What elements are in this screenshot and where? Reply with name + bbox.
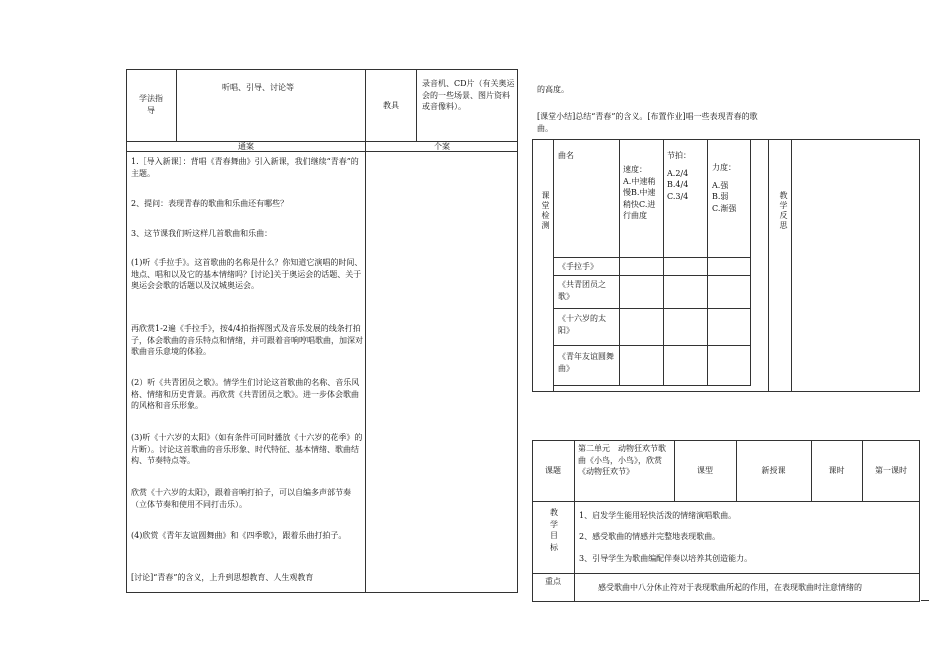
class-check-label: 课堂检测 bbox=[541, 191, 550, 231]
song-header: 曲名 bbox=[558, 151, 574, 160]
song-row-3: 《十六岁的太阳》 bbox=[558, 314, 606, 335]
paragraph-song-1: (1)听《手拉手》。这首歌曲的名称是什么？你知道它演唱的时间、地点、唱和以及它的基本情绪吗？[讨论]关于奥运会的话题、关于奥运会会歌的话题以及汉城奥运会。 bbox=[131, 258, 363, 291]
song-row-4: 《青年友谊圆舞曲》 bbox=[558, 352, 614, 373]
speed-header: 速度： A.中速稍慢B.中速稍快C.进行曲度 bbox=[623, 165, 656, 221]
strength-header: 力度： A.强 B.弱 C.渐强 bbox=[712, 163, 737, 213]
beat-header: 节拍： A.2/4 B.4/4 C.3/4 bbox=[667, 151, 691, 201]
column-common-header: 通案 bbox=[238, 142, 254, 151]
paragraph-song-1-more: 再欣赏1-2遍《手拉手》，按4/4拍指挥图式及音乐发展的线条打拍子，体会歌曲的音乐特点和情绪，并可跟着音响哼唱歌曲，加深对歌曲音乐意境的体验。 bbox=[131, 324, 363, 357]
paragraph-song-3: (3)听《十六岁的太阳》（如有条件可同时播放《十六岁的花季》的片断）。讨论这首歌曲的音乐形象、时代特征、基本情绪、歌曲结构、节奏特点等。 bbox=[131, 433, 363, 466]
goal-2: 2、感受歌曲的情感并完整地表现歌曲。 bbox=[579, 532, 721, 541]
paragraph-song-4: (4)欣赏《青年友谊圆舞曲》和《四季歌》，跟着乐曲打拍子。 bbox=[131, 531, 347, 540]
type-value: 新授课 bbox=[761, 466, 786, 475]
hours-label: 课时 bbox=[828, 466, 845, 475]
reflect-label: 教学反思 bbox=[779, 191, 788, 231]
intro-line-2: [课堂小结]总结“青春”的含义。[布置作业]唱一些表现青春的歌曲。 bbox=[537, 112, 758, 133]
paragraph-list-intro: 3、这节课我们听这样几首歌曲和乐曲： bbox=[131, 229, 273, 238]
song-row-2: 《共青团员之歌》 bbox=[558, 280, 606, 301]
hours-value: 第一课时 bbox=[875, 466, 907, 475]
focus-value: 感受歌曲中八分休止符对于表现歌曲所起的作用，在表现歌曲时注意情绪的 bbox=[598, 583, 862, 592]
goals-label: 教学目标 bbox=[550, 508, 558, 552]
tools-label: 教具 bbox=[383, 101, 399, 110]
paragraph-song-2: (2）听《共青团员之歌》。情学生们讨论这首歌曲的名称、音乐风格、情绪和历史背景。再欣赏《共青团员之歌》。进一步体会歌曲的风格和音乐形象。 bbox=[131, 378, 360, 411]
paragraph-question: 2、提问：表现青春的歌曲和乐曲还有哪些？ bbox=[131, 199, 289, 208]
goal-1: 1、启发学生能用轻快活泼的情绪演唱歌曲。 bbox=[579, 511, 737, 520]
lesson-value: 第二单元 动物狂欢节歌曲《小鸟，小鸟》，欣赏《动物狂欢节》 bbox=[578, 444, 666, 477]
method-value: 听唱、引导、讨论等 bbox=[222, 83, 294, 92]
paragraph-intro: 1.［导入新课］：背唱《青春舞曲》引入新课，我们继续“青春”的主题。 bbox=[131, 157, 359, 178]
lesson-label: 课题 bbox=[545, 466, 561, 475]
method-label: 学法指导 bbox=[139, 94, 163, 115]
type-label: 课型 bbox=[697, 466, 713, 475]
focus-label: 重点 bbox=[545, 577, 561, 586]
paragraph-discussion: [讨论]“青春”的含义，上升到思想教育、人生观教育 bbox=[131, 573, 314, 582]
paragraph-song-3-more: 欣赏《十六岁的太阳》，跟着音响打拍子，可以自编多声部节奏（立体节奏和使用不同打击乐）。 bbox=[131, 488, 351, 509]
intro-line-1: 的高度。 bbox=[537, 85, 569, 94]
page-edge-mark bbox=[921, 600, 929, 601]
column-individual-header: 个案 bbox=[434, 142, 450, 151]
song-row-1: 《手拉手》 bbox=[558, 262, 598, 271]
tools-value: 录音机、CD片（有关奥运会的一些场景、图片资料或音像料）。 bbox=[422, 79, 515, 112]
goal-3: 3、引导学生为歌曲编配伴奏以培养其创造能力。 bbox=[579, 554, 753, 563]
